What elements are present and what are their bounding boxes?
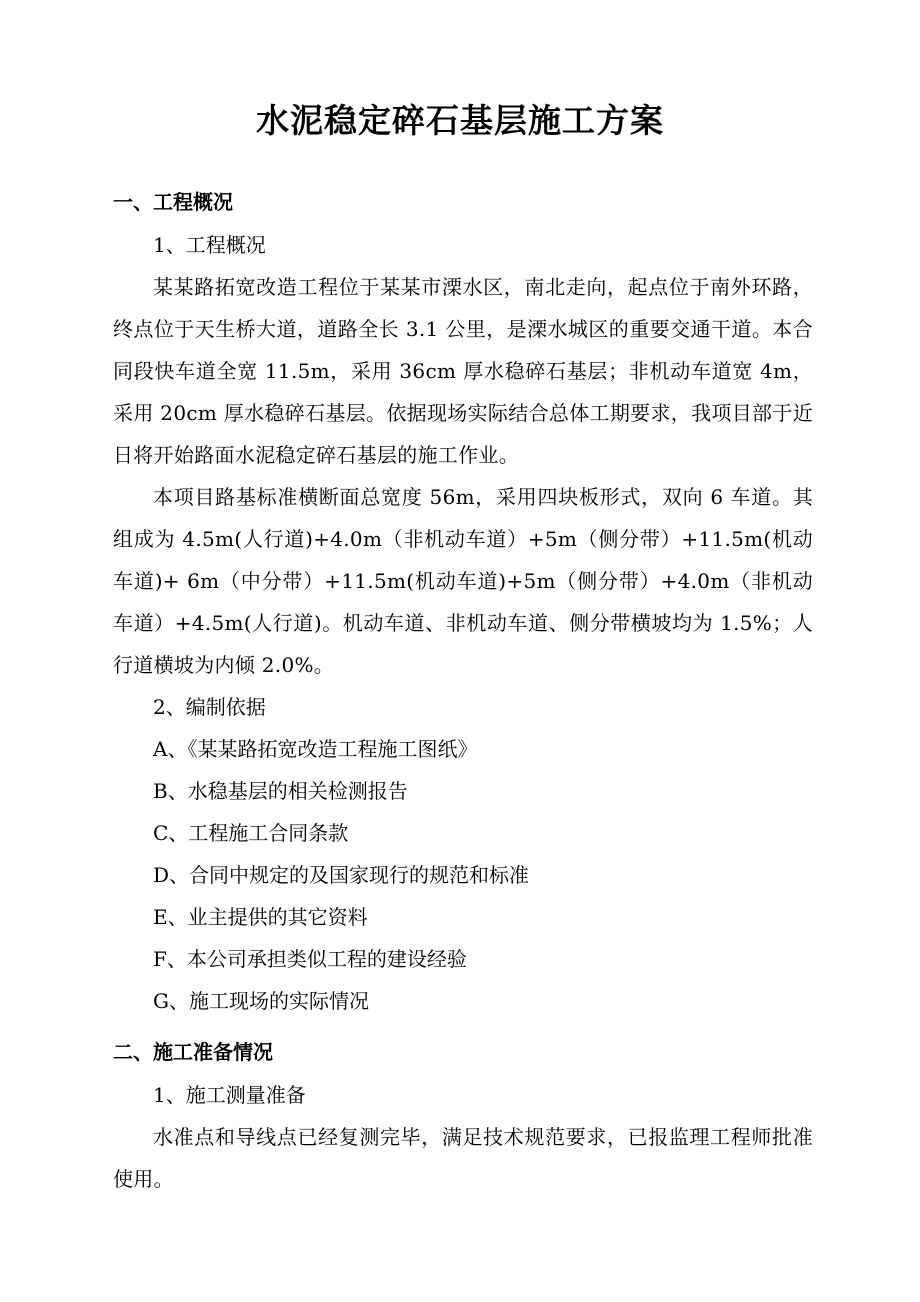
basis-item: E、业主提供的其它资料 [153,905,368,929]
basis-item: D、合同中规定的及国家现行的规范和标准 [153,863,530,887]
paragraph-project-location: 某某路拓宽改造工程位于某某市溧水区，南北走向，起点位于南外环路，终点位于天生桥大道，道路全长 3.1 公里，是溧水城区的重要交通干道。本合同段快车道全宽 11.5m，采用 36cm 厚水稳碎石基层；非机动车道宽 4m，采用 20cm 厚水稳碎石基层。依据现场实际结合总体工期要求，我项目部于近日将开始路面水泥稳定碎石基层的施工作业。 [113,275,813,467]
document-body [113,180,813,1200]
subheading-survey: 1、施工测量准备 [153,1083,306,1107]
document-title: 水泥稳定碎石基层施工方案 [256,101,664,140]
section-heading-preparation: 二、施工准备情况 [113,1040,273,1064]
subheading-basis: 2、编制依据 [153,695,266,719]
paragraph-survey: 水准点和导线点已经复测完毕，满足技术规范要求，已报监理工程师批准使用。 [113,1125,813,1191]
paragraph-cross-section: 本项目路基标准横断面总宽度 56m，采用四块板形式，双向 6 车道。其组成为 4.5m(人行道)+4.0m（非机动车道）+5m（侧分带）+11.5m(机动车道)+ 6m（中分带）+11.5m(机动车道)+5m（侧分带）+4.0m（非机动车道）+4.5m(人行道)。机动车道、非机动车道、侧分带横坡均为 1.5%；人行道横坡为内倾 2.0%。 [113,485,813,677]
basis-item: F、本公司承担类似工程的建设经验 [153,947,467,971]
subheading-overview: 1、工程概况 [153,233,266,257]
section-heading-overview: 一、工程概况 [113,190,233,214]
basis-item: G、施工现场的实际情况 [153,989,369,1013]
basis-item: C、工程施工合同条款 [153,821,349,845]
basis-item: B、水稳基层的相关检测报告 [153,779,408,803]
basis-item: A、《某某路拓宽改造工程施工图纸》 [153,737,478,761]
